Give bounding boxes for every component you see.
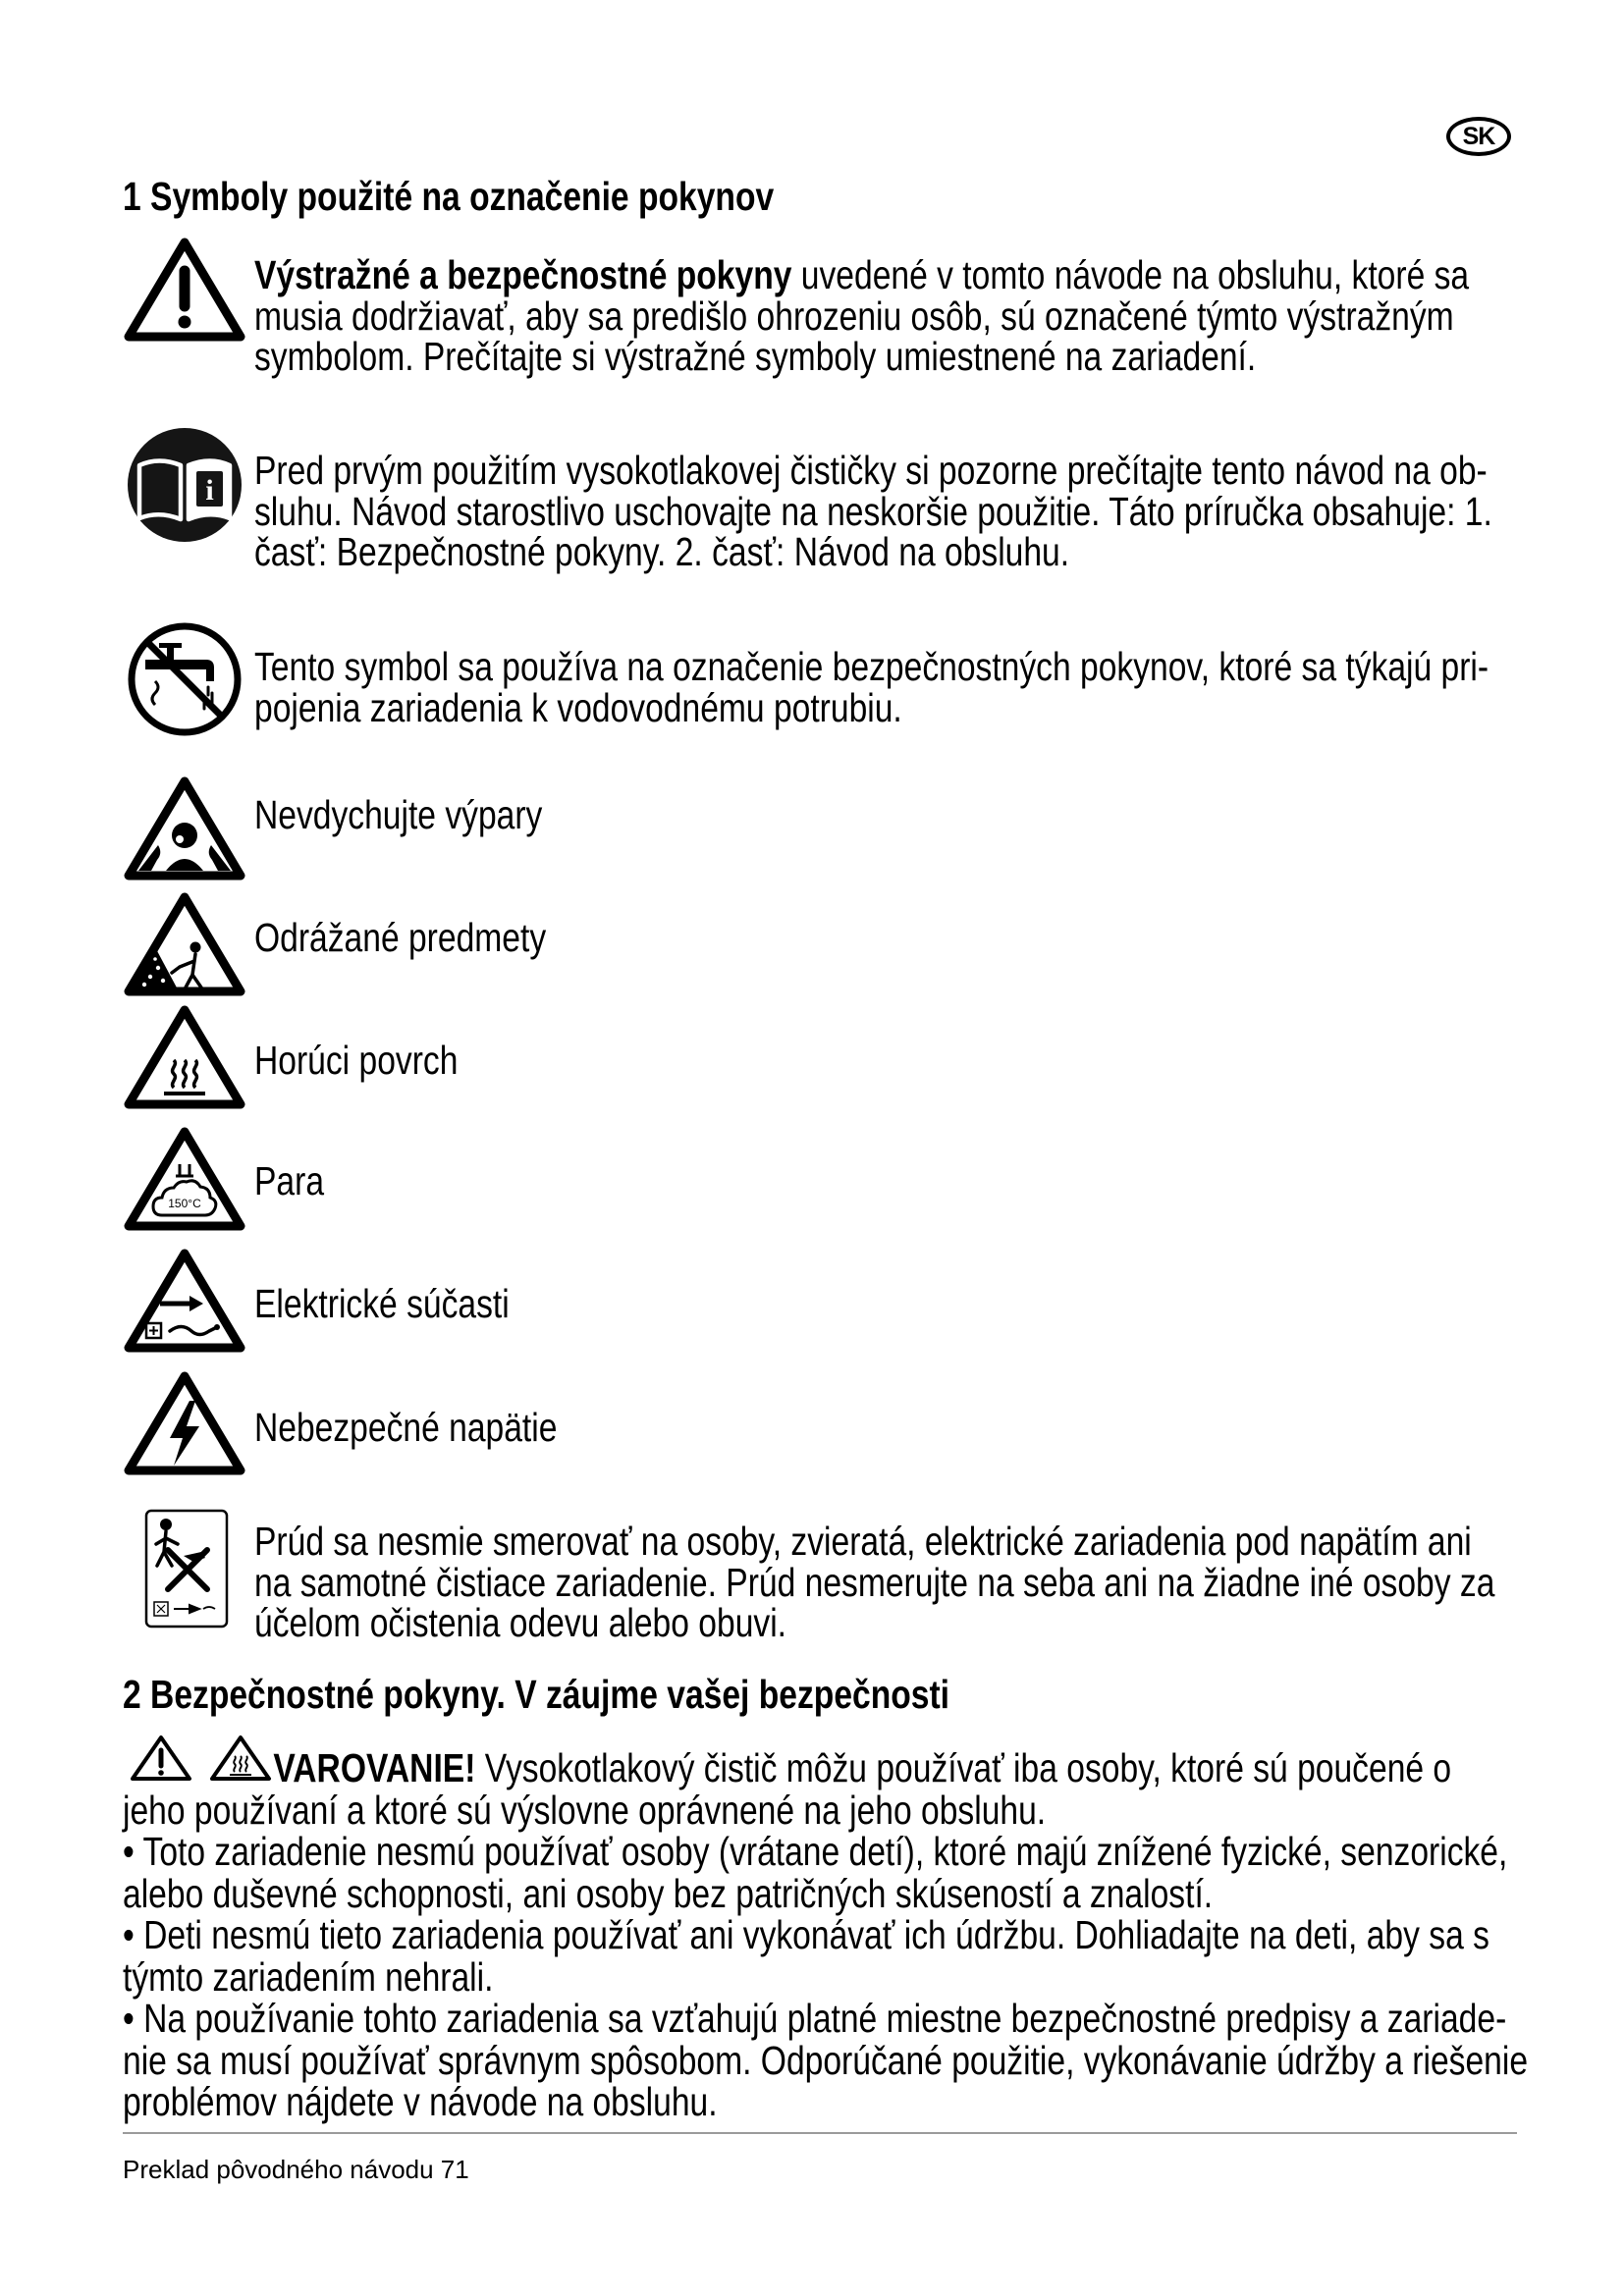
safety-line-2: jeho používaní a ktoré sú výslovne oprávnené na jeho obsluhu. xyxy=(123,1787,1047,1833)
no-tap-water-icon xyxy=(126,620,244,738)
steam-warning-icon xyxy=(123,1125,246,1233)
water-supply-line-1: Tento symbol sa používa na označenie bezpečnostných pokynov, ktoré sa týkajú pri- xyxy=(254,644,1489,689)
safety-line-1-rest: Vysokotlakový čistič môžu používať iba osoby, ktoré sú poučené o xyxy=(475,1745,1452,1790)
read-manual-icon xyxy=(126,426,244,544)
hazard-label-high-voltage: Nebezpečné napätie xyxy=(254,1405,558,1450)
jet-warning-line-3: účelom očistenia odevu alebo obuvi. xyxy=(254,1600,787,1645)
water-supply-line-2: pojenia zariadenia k vodovodnému potrubiu. xyxy=(254,684,902,730)
warning-intro-line-2: musia dodržiavať, aby sa predišlo ohrozeniu osôb, sú označené týmto výstražným xyxy=(254,293,1454,339)
warning-intro-text xyxy=(254,252,1543,379)
warning-intro-bold-lead: Výstražné a bezpečnostné pokyny xyxy=(254,252,792,297)
read-manual-line-2: sluhu. Návod starostlivo uschovajte na neskoršie použitie. Táto príručka obsahuje: 1. xyxy=(254,488,1492,534)
jet-warning-text xyxy=(254,1519,1543,1645)
warning-triangle-icon xyxy=(123,236,246,344)
safety-instructions-text xyxy=(123,1747,1572,2123)
steam-temperature-label: 150°C xyxy=(168,1197,201,1210)
warning-intro-line-1 xyxy=(254,252,1543,297)
read-manual-info-glyph: i xyxy=(205,474,214,507)
hazard-label-steam: Para xyxy=(254,1158,325,1203)
safety-line-6: týmto zariadením nehrali. xyxy=(123,1953,494,2000)
safety-line-8: nie sa musí používať správnym spôsobom. Odporúčané použitie, vykonávanie údržby a riešenie xyxy=(123,2037,1529,2083)
safety-line-4: alebo duševné schopnosti, ani osoby bez patričných skúseností a znalostí. xyxy=(123,1870,1214,1916)
read-manual-line-1: Pred prvým použitím vysokotlakovej čističky si pozorne prečítajte tento návod na ob- xyxy=(254,448,1488,493)
jet-warning-line-1: Prúd sa nesmie smerovať na osoby, zvieratá, elektrické zariadenia pod napätím ani xyxy=(254,1519,1472,1564)
flying-objects-warning-icon xyxy=(123,890,246,998)
safety-line-3: • Toto zariadenie nesmú používať osoby (vrátane detí), ktoré majú znížené fyzické, senzorické, xyxy=(123,1829,1508,1874)
warning-intro-line-3: symbolom. Prečítajte si výstražné symboly umiestnené na zariadení. xyxy=(254,334,1257,379)
water-supply-text xyxy=(254,644,1543,730)
language-badge xyxy=(1446,117,1511,156)
fumes-warning-icon xyxy=(123,774,246,882)
footer-page-label: Preklad pôvodného návodu 71 xyxy=(123,2155,469,2184)
high-voltage-warning-icon xyxy=(123,1369,246,1477)
safety-line-5: • Deti nesmú tieto zariadenia používať ani vykonávať ich údržbu. Dohliadajte na deti, aby sa s xyxy=(123,1912,1489,1957)
safety-line-1 xyxy=(123,1747,1572,1789)
electrical-parts-warning-icon xyxy=(123,1247,246,1355)
hazard-label-flying-objects: Odrážané predmety xyxy=(254,915,547,960)
no-spraying-people-icon xyxy=(144,1509,229,1629)
safety-line-9: problémov nájdete v návode na obsluhu. xyxy=(123,2079,718,2124)
read-manual-line-3: časť: Bezpečnostné pokyny. 2. časť: Návod na obsluhu. xyxy=(254,529,1070,574)
hot-surface-warning-icon xyxy=(123,1003,246,1111)
language-badge-label: SK xyxy=(1462,122,1495,150)
footer-divider xyxy=(123,2132,1517,2134)
read-manual-text xyxy=(254,448,1543,574)
warning-label: VAROVANIE! xyxy=(273,1745,476,1790)
hazard-label-fumes: Nevdychujte výpary xyxy=(254,792,543,837)
safety-line-7: • Na používanie tohto zariadenia sa vzťahujú platné miestne bezpečnostné predpisy a zariade- xyxy=(123,1996,1507,2041)
section-2-heading: 2 Bezpečnostné pokyny. V záujme vašej bezpečnosti xyxy=(123,1672,950,1717)
warning-intro-line-1-rest: uvedené v tomto návode na obsluhu, ktoré sa xyxy=(791,252,1470,297)
hazard-label-hot-surface: Horúci povrch xyxy=(254,1038,459,1083)
hazard-label-electrical-parts: Elektrické súčasti xyxy=(254,1281,510,1326)
jet-warning-line-2: na samotné čistiace zariadenie. Prúd nesmerujte na seba ani na žiadne iné osoby za xyxy=(254,1559,1495,1605)
section-1-heading: 1 Symboly použité na označenie pokynov xyxy=(123,174,775,219)
